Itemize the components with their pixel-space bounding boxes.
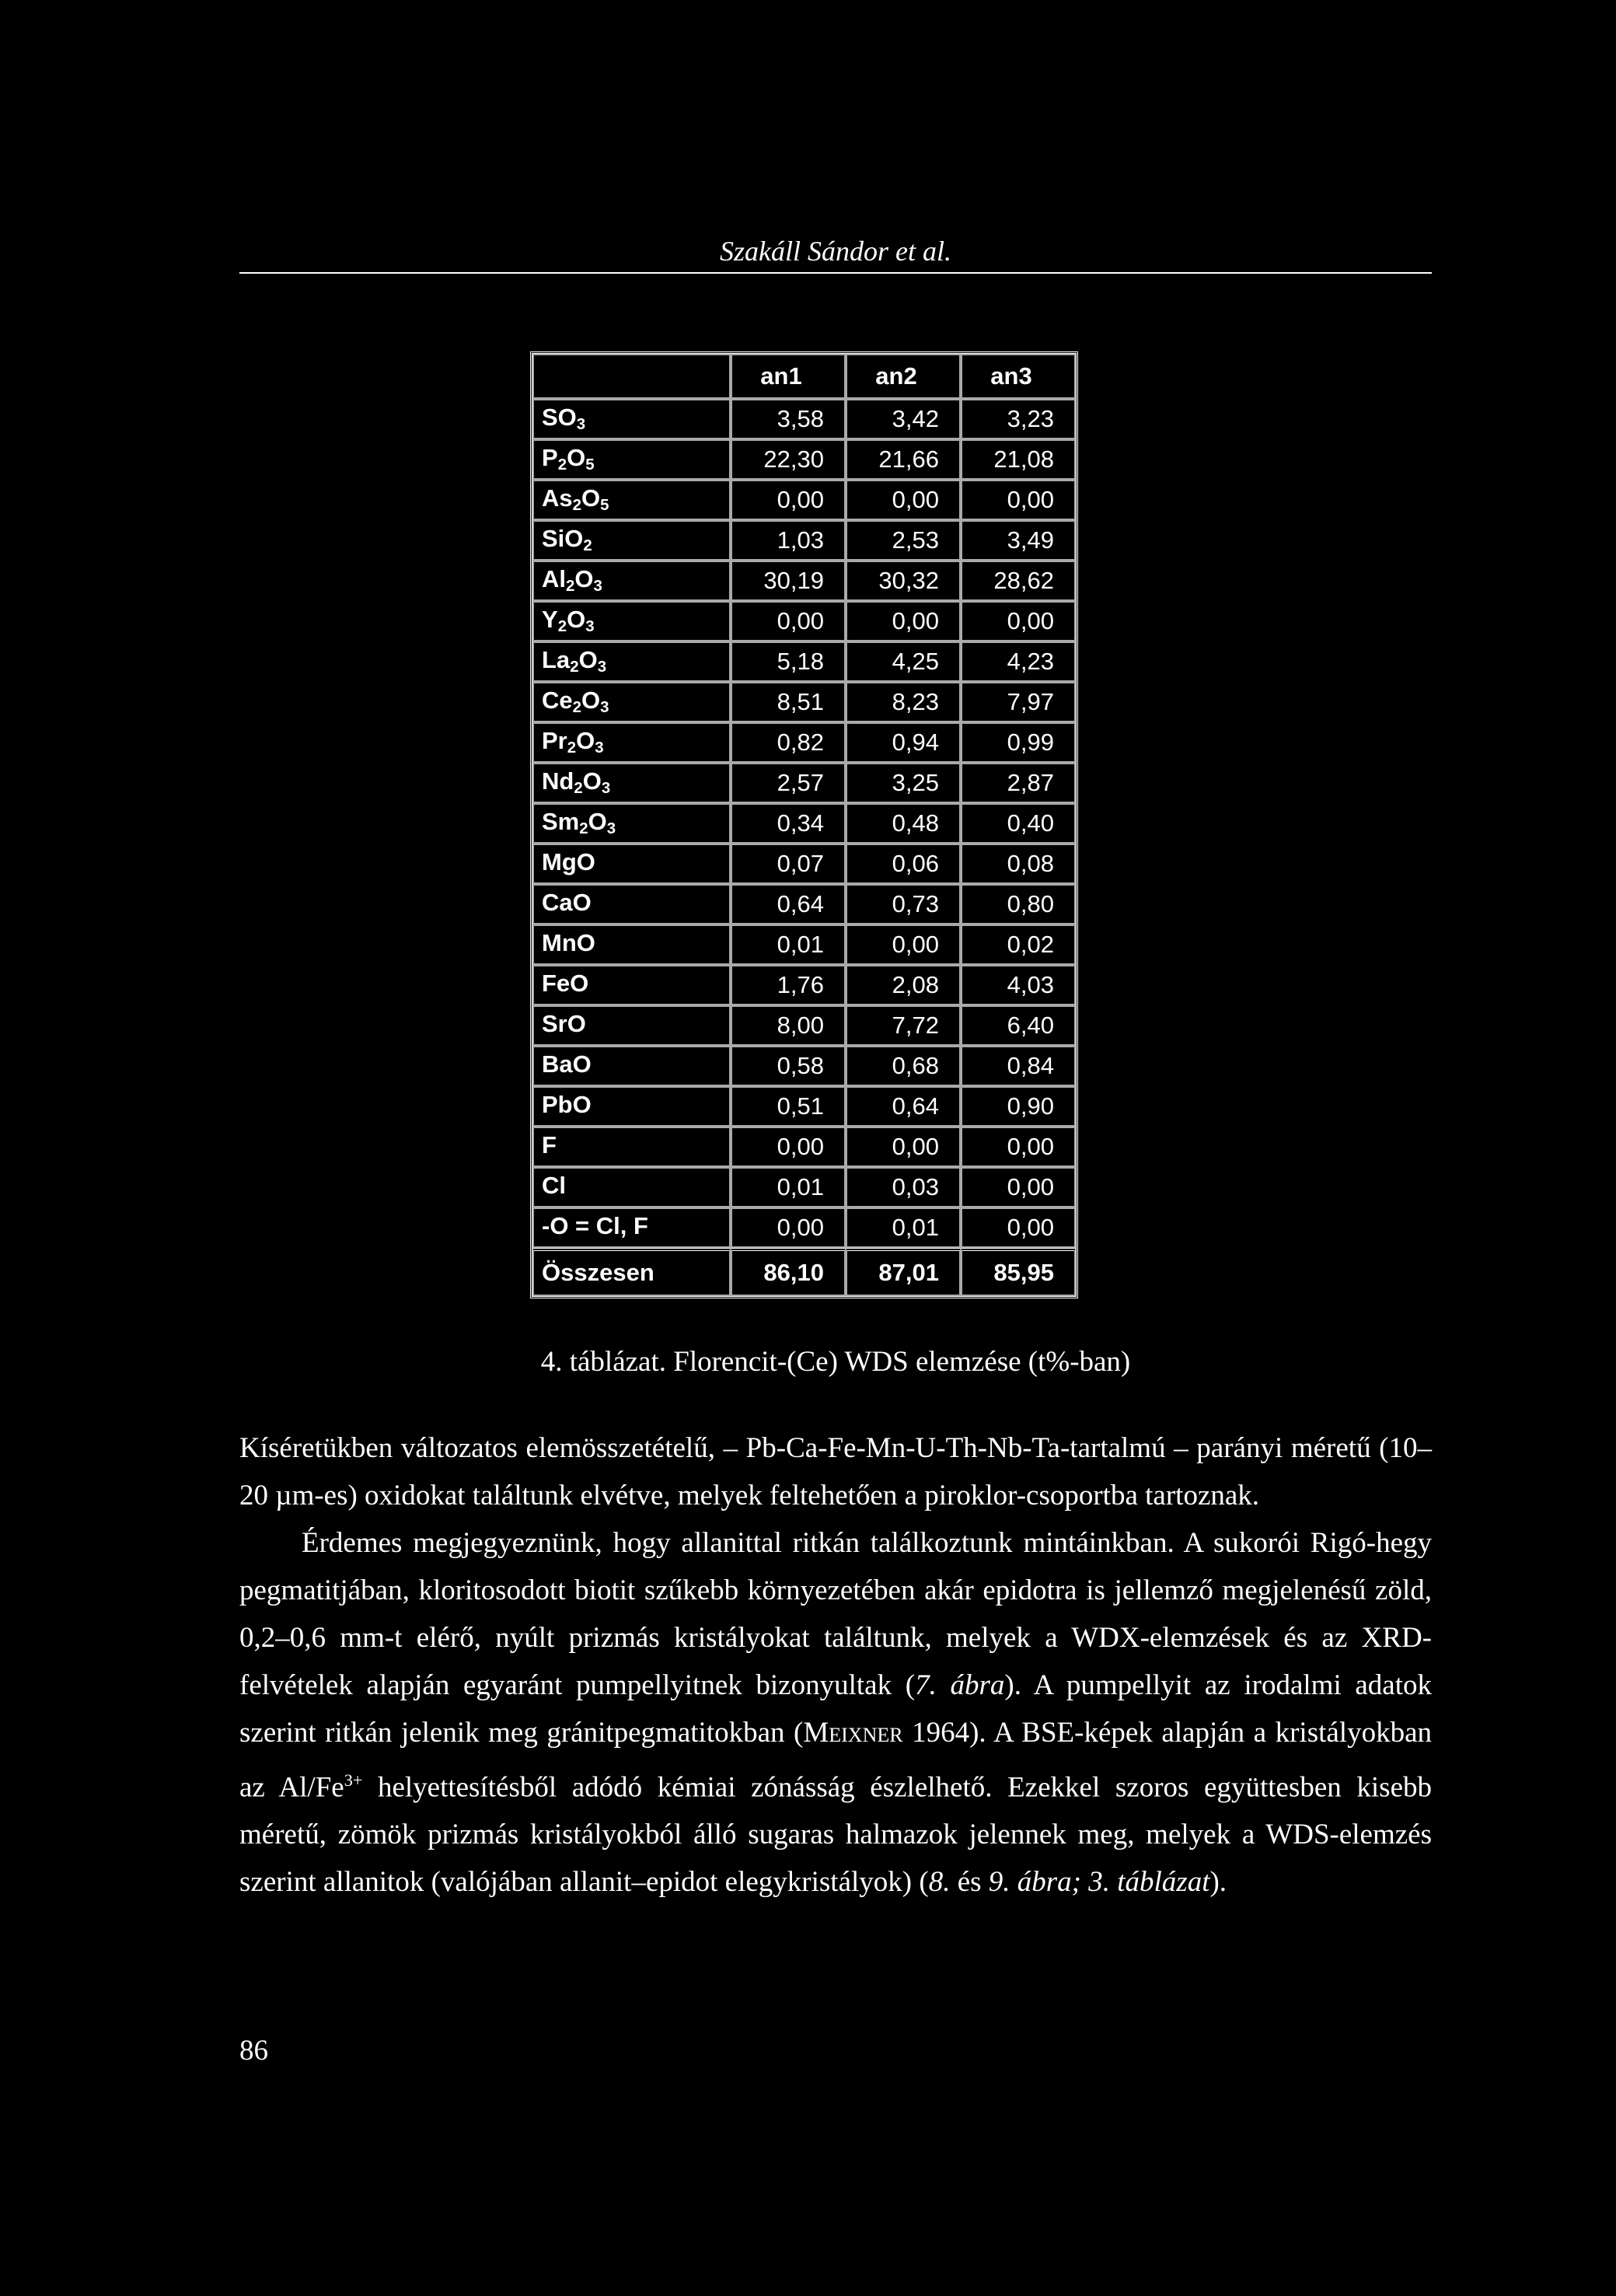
- value-cell: 0,00: [731, 1207, 846, 1248]
- value-cell: 0,03: [846, 1167, 961, 1207]
- value-cell: 2,57: [731, 763, 846, 803]
- value-cell: 0,48: [846, 803, 961, 844]
- value-cell: 0,02: [961, 924, 1076, 965]
- table-row: [532, 439, 1076, 480]
- value-cell: 0,64: [846, 1086, 961, 1127]
- value-cell: 0,01: [846, 1207, 961, 1248]
- value-cell: 0,00: [961, 1207, 1076, 1248]
- oxide-label: $As_2O_5$: [532, 480, 731, 520]
- oxide-label: FeO: [532, 965, 731, 1005]
- value-cell: 0,00: [961, 601, 1076, 641]
- value-cell: 3,49: [961, 520, 1076, 561]
- oxide-label: $SO_3$: [532, 399, 731, 439]
- header-rule: [239, 272, 1432, 274]
- value-cell: 1,03: [731, 520, 846, 561]
- value-cell: 7,97: [961, 682, 1076, 722]
- body-text: [239, 1424, 1432, 1906]
- value-cell: 7,72: [846, 1005, 961, 1046]
- table-row: [532, 924, 1076, 965]
- value-cell: 0,84: [961, 1046, 1076, 1086]
- oxide-label: CaO: [532, 884, 731, 924]
- table-row: [532, 763, 1076, 803]
- running-header: Szakáll Sándor et al.: [720, 236, 951, 267]
- table-row: [532, 965, 1076, 1005]
- value-cell: 0,01: [731, 924, 846, 965]
- value-cell: 0,90: [961, 1086, 1076, 1127]
- table-row: [532, 561, 1076, 601]
- value-cell: 30,19: [731, 561, 846, 601]
- value-cell: 0,99: [961, 722, 1076, 763]
- table-row: [532, 844, 1076, 884]
- value-cell: 30,32: [846, 561, 961, 601]
- total-value-cell: 87,01: [846, 1248, 961, 1296]
- value-cell: 8,23: [846, 682, 961, 722]
- value-cell: 0,00: [961, 1167, 1076, 1207]
- table-row: [532, 520, 1076, 561]
- total-row: [532, 1248, 1076, 1296]
- value-cell: 3,23: [961, 399, 1076, 439]
- value-cell: 0,73: [846, 884, 961, 924]
- oxide-label: BaO: [532, 1046, 731, 1086]
- value-cell: 0,00: [846, 601, 961, 641]
- value-cell: 21,66: [846, 439, 961, 480]
- total-value-cell: 85,95: [961, 1248, 1076, 1296]
- value-cell: 0,51: [731, 1086, 846, 1127]
- paragraph: Kíséretükben változatos elemösszetételű, – Pb-Ca-Fe-Mn-U-Th-Nb-Ta-tartalmú – parányi méretű (10–20 µm-es) oxidokat találtunk elvétve, melyek feltehetően a piroklor-csoportba tartoznak.: [239, 1432, 1432, 1511]
- value-cell: 0,68: [846, 1046, 961, 1086]
- composition-table: [530, 351, 1078, 1298]
- oxide-label: $Nd_2O_3$: [532, 763, 731, 803]
- oxide-label: F: [532, 1127, 731, 1167]
- oxide-label: $Y_2O_3$: [532, 601, 731, 641]
- table-row: [532, 480, 1076, 520]
- value-cell: 22,30: [731, 439, 846, 480]
- oxide-label: -O = Cl, F: [532, 1207, 731, 1248]
- total-value-cell: 86,10: [731, 1248, 846, 1296]
- value-cell: 4,23: [961, 641, 1076, 682]
- table-caption: 4. táblázat. Florencit-(Ce) WDS elemzése (t%-ban): [540, 1346, 1131, 1378]
- column-header: an3: [961, 354, 1076, 399]
- value-cell: 3,58: [731, 399, 846, 439]
- page-number: 86: [239, 2035, 268, 2067]
- value-cell: 3,42: [846, 399, 961, 439]
- corner-cell: [532, 354, 731, 399]
- table-row: [532, 1207, 1076, 1248]
- oxide-label: $La_2O_3$: [532, 641, 731, 682]
- table-row: [532, 1086, 1076, 1127]
- value-cell: 4,03: [961, 965, 1076, 1005]
- value-cell: 0,00: [846, 480, 961, 520]
- oxide-label: SrO: [532, 1005, 731, 1046]
- column-header: an2: [846, 354, 961, 399]
- value-cell: 0,01: [731, 1167, 846, 1207]
- value-cell: 2,87: [961, 763, 1076, 803]
- value-cell: 0,07: [731, 844, 846, 884]
- oxide-label: $Pr_2O_3$: [532, 722, 731, 763]
- value-cell: 0,82: [731, 722, 846, 763]
- table-row: [532, 641, 1076, 682]
- value-cell: 0,06: [846, 844, 961, 884]
- oxide-label: Cl: [532, 1167, 731, 1207]
- oxide-label: $P_2O_5$: [532, 439, 731, 480]
- value-cell: 1,76: [731, 965, 846, 1005]
- value-cell: 0,00: [961, 1127, 1076, 1167]
- value-cell: 0,94: [846, 722, 961, 763]
- table-row: [532, 1046, 1076, 1086]
- oxide-label: $Ce_2O_3$: [532, 682, 731, 722]
- value-cell: 8,00: [731, 1005, 846, 1046]
- oxide-label: $Sm_2O_3$: [532, 803, 731, 844]
- table-row: [532, 884, 1076, 924]
- value-cell: 0,00: [731, 480, 846, 520]
- value-cell: 3,25: [846, 763, 961, 803]
- value-cell: 0,00: [846, 924, 961, 965]
- figure-reference: 9. ábra; 3. táblázat: [988, 1866, 1210, 1899]
- value-cell: 0,00: [731, 1127, 846, 1167]
- value-cell: 0,34: [731, 803, 846, 844]
- table-header-row: [532, 354, 1076, 399]
- column-header: an1: [731, 354, 846, 399]
- value-cell: 28,62: [961, 561, 1076, 601]
- value-cell: 8,51: [731, 682, 846, 722]
- oxide-label: SiO$_2$: [532, 520, 731, 561]
- value-cell: 4,25: [846, 641, 961, 682]
- table-row: [532, 803, 1076, 844]
- value-cell: 2,53: [846, 520, 961, 561]
- oxide-label: PbO: [532, 1086, 731, 1127]
- value-cell: 5,18: [731, 641, 846, 682]
- value-cell: 0,00: [846, 1127, 961, 1167]
- figure-reference: 7. ábra: [915, 1669, 1005, 1701]
- value-cell: 2,08: [846, 965, 961, 1005]
- value-cell: 0,80: [961, 884, 1076, 924]
- value-cell: 0,00: [731, 601, 846, 641]
- figure-reference: 8.: [928, 1866, 951, 1899]
- author-name: Meixner: [803, 1717, 903, 1749]
- table-row: [532, 1005, 1076, 1046]
- table-row: [532, 1167, 1076, 1207]
- paragraph: Érdemes megjegyeznünk, hogy allanittal ritkán találkoztunk mintáinkban. A sukorói Rigó-hegy pegmatitjában, kloritosodott biotit szűkebb környezetében akár epidotra is jellemző megjelenésű zöld, 0,2–0,6 mm-t elérő, nyúlt prizmás kristályokat találtunk, melyek a WDX-elemzések és az XRD-felvételek alapján egyaránt pumpellyitnek bizonyultak (7. ábra). A pumpellyit az irodalmi adatok szerint ritkán jelenik meg gránitpegmatitokban (Meixner 1964). A BSE-képek alapján a kristályokban az $Al/Fe^{3+}$ helyettesítésből adódó kémiai zónásság észlelhető. Ezekkel szoros együttesben kisebb méretű, zömök prizmás kristályokból álló sugaras halmazok jelennek meg, melyek a WDS-elemzés szerint allanitok (valójában allanit–epidot elegykristályok) (8. és 9. ábra; 3. táblázat).: [239, 1527, 1432, 1899]
- table-row: [532, 1127, 1076, 1167]
- value-cell: 6,40: [961, 1005, 1076, 1046]
- table-row: [532, 399, 1076, 439]
- value-cell: 0,58: [731, 1046, 846, 1086]
- oxide-label: $Al_2O_3$: [532, 561, 731, 601]
- oxide-label: MgO: [532, 844, 731, 884]
- oxide-label: MnO: [532, 924, 731, 965]
- value-cell: 0,40: [961, 803, 1076, 844]
- value-cell: 0,00: [961, 480, 1076, 520]
- table-row: [532, 722, 1076, 763]
- value-cell: 21,08: [961, 439, 1076, 480]
- table-row: [532, 601, 1076, 641]
- table-row: [532, 682, 1076, 722]
- total-label: Összesen: [532, 1248, 731, 1296]
- value-cell: 0,08: [961, 844, 1076, 884]
- value-cell: 0,64: [731, 884, 846, 924]
